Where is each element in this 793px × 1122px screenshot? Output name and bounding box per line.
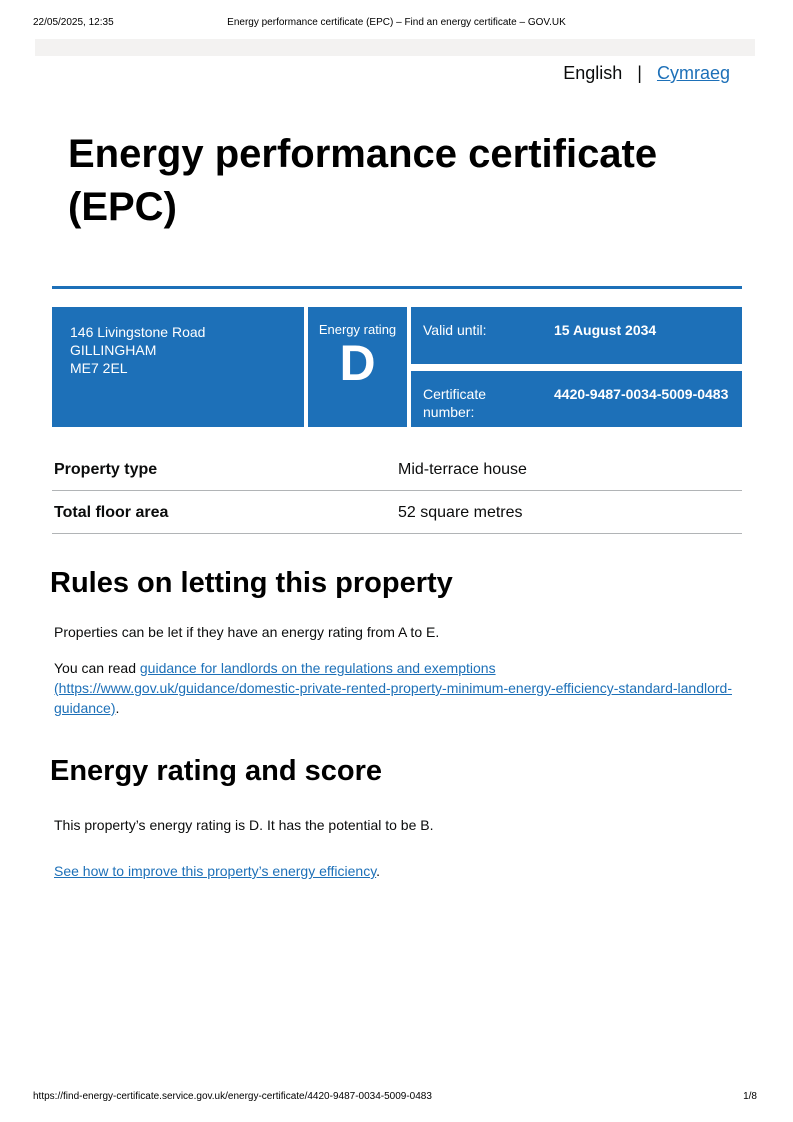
rules-section-heading: Rules on letting this property [50,567,453,599]
page-title: Energy performance certificate (EPC) [68,132,658,229]
property-address [52,307,304,427]
total-floor-area-label: Total floor area [54,504,169,521]
valid-until-row [411,307,742,364]
print-header [0,17,793,31]
print-header-datetime: 22/05/2025, 12:35 [33,17,114,28]
table-row [52,491,742,534]
energy-rating-value: D [339,335,376,391]
landlord-guidance-link[interactable]: guidance for landlords on the regulations and exemptions (https://www.gov.uk/guidance/domestic-private-rented-property-minimum-energy-efficiency-standard-landlord-guidance) [54,660,732,716]
certificate-number-row [411,371,742,428]
language-switcher [52,56,742,84]
address-line-1: 146 Livingstone Road [70,324,206,340]
improve-efficiency-suffix: . [376,863,381,879]
print-footer-page-indicator: 1/8 [743,1091,757,1102]
property-type-label: Property type [54,461,158,478]
total-floor-area-value: 52 square metres [398,504,523,521]
govuk-header-bar [35,39,755,56]
main-content [52,56,742,881]
rules-paragraph: Properties can be let if they have an energy rating from A to E. [54,624,440,640]
certificate-number-value: 4420-9487-0034-5009-0483 [554,385,729,402]
energy-rating-panel [308,307,407,427]
guidance-paragraph [54,658,742,718]
guidance-paragraph-suffix: . [115,700,120,716]
valid-until-value: 15 August 2034 [554,322,657,338]
improve-efficiency-paragraph [54,861,742,881]
certificate-meta-panel [411,307,742,427]
blue-divider [52,286,742,289]
language-separator: | [637,63,642,83]
language-current-english: English [563,63,623,83]
print-footer-url: https://find-energy-certificate.service.gov.uk/energy-certificate/4420-9487-0034-5009-0483 [33,1091,432,1102]
rating-paragraph: This property’s energy rating is D. It has the potential to be B. [54,817,434,833]
print-header-title: Energy performance certificate (EPC) – Find an energy certificate – GOV.UK [227,17,566,28]
certificate-summary-box [52,307,742,427]
rating-section-heading: Energy rating and score [50,755,382,787]
table-row [52,448,742,491]
property-type-value: Mid-terrace house [398,461,527,478]
property-details-table [52,448,742,534]
language-link-cymraeg[interactable]: Cymraeg [656,63,730,83]
valid-until-label: Valid until: [423,322,487,338]
address-line-3: ME7 2EL [70,360,128,376]
print-footer [33,1091,757,1102]
certificate-number-label: Certificate number: [423,385,487,420]
energy-rating-label: Energy rating [318,322,397,337]
guidance-paragraph-prefix: You can read [54,660,140,676]
address-line-2: GILLINGHAM [70,342,157,358]
improve-efficiency-link[interactable]: See how to improve this property’s energy efficiency [54,863,377,879]
